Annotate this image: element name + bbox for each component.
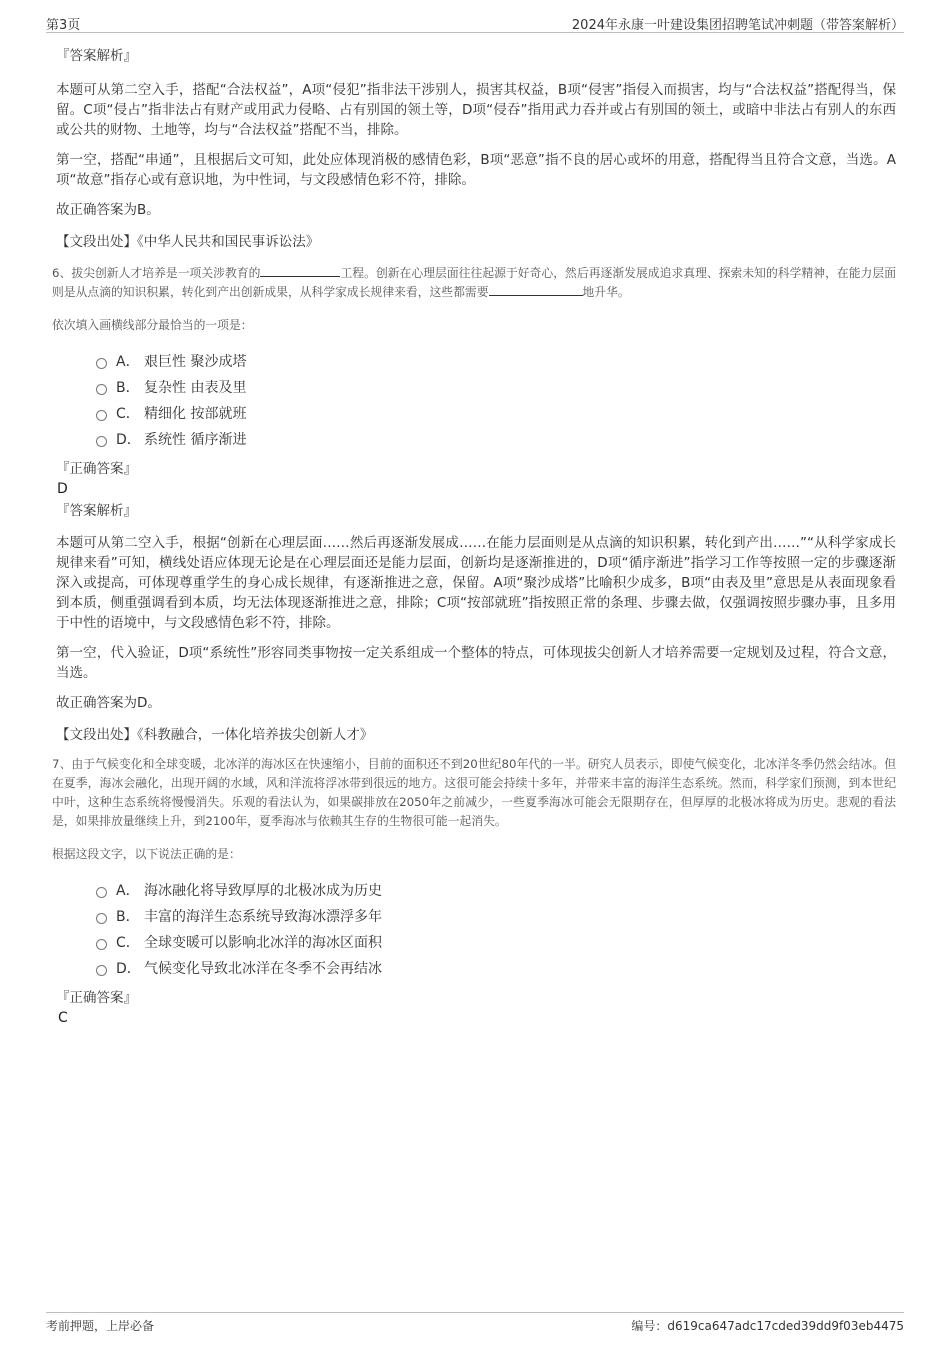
- q7-answer-label: 『正确答案』: [56, 990, 137, 1006]
- q7-option-c[interactable]: C． 全球变暖可以影响北冰洋的海冰区面积: [56, 930, 896, 956]
- q6-blank-2: [489, 283, 583, 296]
- radio-icon[interactable]: [96, 965, 107, 976]
- radio-icon[interactable]: [96, 358, 107, 369]
- q6-analysis-para1: 本题可从第二空入手，根据“创新在心理层面……然后再逐渐发展成……在能力层面则是从点滴的知识积累，转化到产出……”“从科学家成长规律来看”可知，横线处语应体现无论是在心理层面还是能力层面，创新均是逐渐推进的，D项“循序渐进”指学习工作等按照一定的步骤逐渐深入或提高，可体现尊重学生的身心成长规律，有逐渐推进之意，保留。A项“聚沙成塔”比喻积少成多，B项“由表及里”意思是从表面现象看到本质，侧重强调看到本质，均无法体现逐渐推进之意，排除；C项“按部就班”指按照正常的条理、步骤去做，仅强调按照步骤办事，且多用于中性的语境中，与文段感情色彩不符，排除。: [56, 535, 896, 631]
- q6-option-c[interactable]: C． 精细化 按部就班: [56, 401, 896, 427]
- q5-analysis-para1: 本题可从第二空入手，搭配“合法权益”，A项“侵犯”指非法干涉别人，损害其权益，B项“侵害”指侵入而损害，均与“合法权益”搭配得当，保留。C项“侵占”指非法占有财产或用武力侵略、占有别国的领土等，D项“侵吞”指用武力吞并或占有别国的领土，或暗中非法占有别人的东西或公共的财物、土地等，均与“合法权益”搭配不当，排除。: [56, 82, 896, 138]
- q5-source: 【文段出处】《中华人民共和国民事诉讼法》: [56, 234, 320, 250]
- radio-icon[interactable]: [96, 913, 107, 924]
- q7-option-d[interactable]: D． 气候变化导致北冰洋在冬季不会再结冰: [56, 956, 896, 982]
- q5-conclusion: 故正确答案为B。: [56, 202, 160, 218]
- q6-source: 【文段出处】《科教融合，一体化培养拔尖创新人才》: [56, 727, 374, 743]
- q7-option-a[interactable]: A． 海冰融化将导致厚厚的北极冰成为历史: [56, 878, 896, 904]
- q7-options: [56, 878, 896, 982]
- q5-analysis-para2: 第一空，搭配“串通”，且根据后文可知，此处应体现消极的感情色彩，B项“恶意”指不良的居心或坏的用意，搭配得当且符合文意，当选。A项“故意”指存心或有意识地，为中性词，与文段感情色彩不符，排除。: [56, 152, 896, 188]
- document-code: 编号：d619ca647adc17cded39dd9f03eb4475: [631, 1319, 904, 1333]
- radio-icon[interactable]: [96, 436, 107, 447]
- q6-option-b[interactable]: B． 复杂性 由表及里: [56, 375, 896, 401]
- q6-stem-part3: 地升华。: [582, 285, 630, 299]
- q6-answer-label: 『正确答案』: [56, 461, 137, 477]
- document-title: 2024年永康一叶建设集团招聘笔试冲刺题（带答案解析）: [571, 18, 904, 33]
- q7-answer: C: [58, 1010, 68, 1026]
- radio-icon[interactable]: [96, 410, 107, 421]
- page-number: 第3页: [46, 18, 81, 33]
- q7-prompt: 根据这段文字，以下说法正确的是：: [52, 847, 241, 861]
- q6-conclusion: 故正确答案为D。: [56, 695, 161, 711]
- q6-stem-part2: 工程。创新在心理层面往往起源于好奇心，然后再逐渐发展成追求真理、探索未知的科学精神，在能力层面则是从点滴的知识积累，转化到产出创新成果，从科学家成长规律来看，这些都需要: [52, 266, 896, 299]
- page-footer: [46, 1312, 904, 1337]
- q6-analysis-label: 『答案解析』: [56, 503, 137, 519]
- q6-stem: [52, 264, 896, 302]
- q6-option-d[interactable]: D． 系统性 循序渐进: [56, 427, 896, 453]
- footer-slogan: 考前押题，上岸必备: [46, 1319, 155, 1333]
- page-header: [46, 10, 904, 33]
- q6-stem-part1: 6、拔尖创新人才培养是一项关涉教育的: [52, 266, 261, 280]
- q6-option-a[interactable]: A． 艰巨性 聚沙成塔: [56, 349, 896, 375]
- q6-blank-1: [260, 264, 340, 277]
- q6-options: [56, 349, 896, 453]
- main-content: [52, 46, 896, 1028]
- q6-analysis-para2: 第一空，代入验证，D项“系统性”形容同类事物按一定关系组成一个整体的特点，可体现拔尖创新人才培养需要一定规划及过程，符合文意，当选。: [56, 645, 896, 681]
- q7-option-b[interactable]: B． 丰富的海洋生态系统导致海冰漂浮多年: [56, 904, 896, 930]
- radio-icon[interactable]: [96, 939, 107, 950]
- radio-icon[interactable]: [96, 887, 107, 898]
- q6-prompt: 依次填入画横线部分最恰当的一项是：: [52, 318, 253, 332]
- radio-icon[interactable]: [96, 384, 107, 395]
- q5-analysis-label: 『答案解析』: [56, 48, 137, 64]
- q7-stem: 7、由于气候变化和全球变暖，北冰洋的海冰区在快速缩小，目前的面积还不到20世纪80年代的一半。研究人员表示，即使气候变化，北冰洋冬季仍然会结冰。但在夏季，海冰会融化，出现开阔的水域，风和洋流将浮冰带到很远的地方。这很可能会持续十多年，并带来丰富的海洋生态系统。然而，科学家们预测，到本世纪中叶，这种生态系统将慢慢消失。乐观的看法认为，如果碳排放在2050年之前减少，一些夏季海冰可能会无限期存在，但厚厚的北极冰将成为历史。悲观的看法是，如果排放量继续上升，到2100年，夏季海冰与依赖其生存的生物很可能一起消失。: [52, 757, 896, 828]
- q6-answer: D: [57, 481, 68, 497]
